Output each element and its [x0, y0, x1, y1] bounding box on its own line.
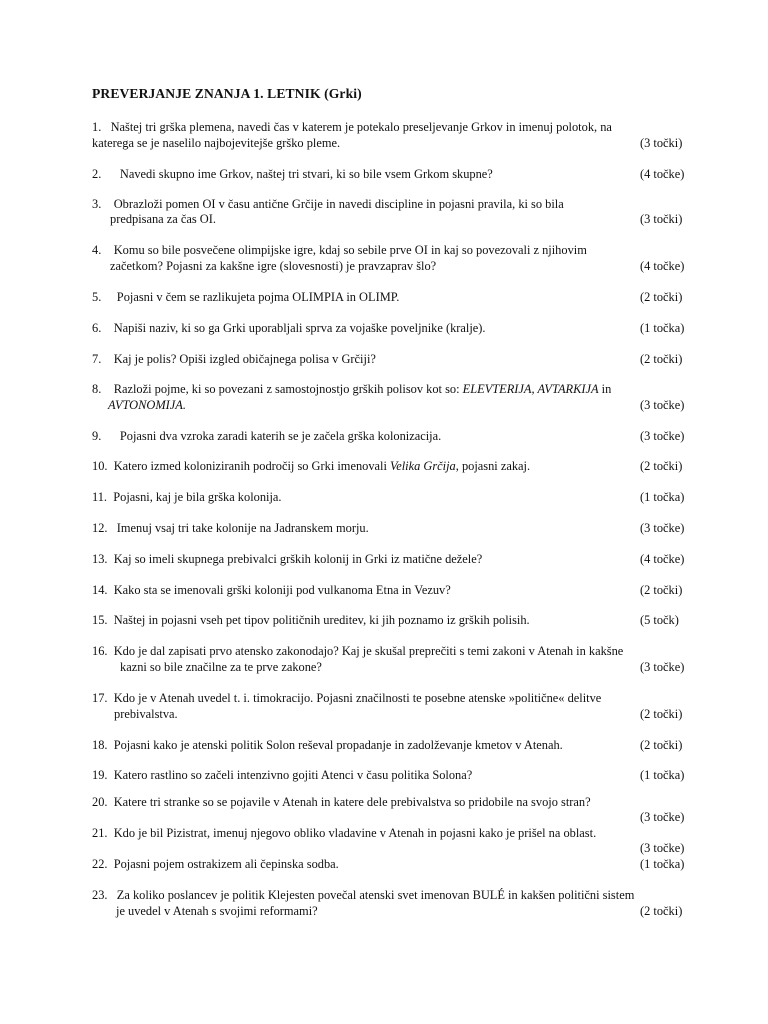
question-6-line-1 — [92, 321, 486, 335]
question-10-line-1 — [92, 459, 530, 473]
question-7-points: (2 točki) — [640, 352, 683, 366]
question-text: Komu so bile posvečene olimpijske igre, kdaj so sebile prve OI in kaj so povezovali z njihovim — [113, 243, 587, 257]
question-16-line-1 — [92, 644, 623, 658]
question-8-line-2: AVTONOMIJA. — [108, 398, 186, 412]
question-23-line-1 — [92, 888, 634, 902]
question-8-line-1 — [92, 382, 611, 396]
question-1-line-1 — [92, 120, 612, 134]
question-4-line-1 — [92, 243, 587, 257]
page-title: PREVERJANJE ZNANJA 1. LETNIK (Grki) — [92, 86, 362, 101]
question-3-points: (3 točki) — [640, 212, 683, 226]
question-11-line-1 — [92, 490, 282, 504]
question-text: Kako sta se imenovali grški koloniji pod vulkanoma Etna in Vezuv? — [113, 583, 451, 597]
question-2-points: (4 točke) — [640, 167, 685, 181]
question-text: Kaj je polis? Opiši izgled običajnega polisa v Grčiji? — [113, 352, 376, 366]
question-text: Pojasni kako je atenski politik Solon reševal propadanje in zadolževanje kmetov v Atenah. — [113, 738, 563, 752]
question-18-points: (2 točki) — [640, 738, 683, 752]
question-text: Kdo je bil Pizistrat, imenuj njegovo obliko vladavine v Atenah in pojasni kako je prišel na oblast. — [113, 826, 597, 840]
question-text: Pojasni dva vzroka zaradi katerih se je začela grška kolonizacija. — [119, 429, 442, 443]
question-text: Razloži pojme, ki so povezani z samostojnostjo grških polisov kot so: — [113, 382, 463, 396]
question-italic-term: Velika Grčija — [390, 459, 456, 473]
question-10-points: (2 točki) — [640, 459, 683, 473]
question-11-points: (1 točka) — [640, 490, 685, 504]
question-20-points: (3 točke) — [640, 810, 685, 824]
question-number: 15. — [92, 613, 108, 627]
question-8-points: (3 točke) — [640, 398, 685, 412]
question-15-line-1 — [92, 613, 530, 627]
question-3-line-2: predpisana za čas OI. — [110, 212, 216, 226]
question-4-line-2: začetkom? Pojasni za kakšne igre (slovesnosti) je pravzaprav šlo? — [110, 259, 437, 273]
question-text: Katero rastlino so začeli intenzivno gojiti Atenci v času politika Solona? — [113, 768, 473, 782]
question-number: 14. — [92, 583, 108, 597]
question-9-line-1 — [92, 429, 441, 443]
question-text: Naštej in pojasni vseh pet tipov političnih ureditev, ki jih poznamo iz grških polisih. — [113, 613, 530, 627]
question-7-line-1 — [92, 352, 376, 366]
question-text-end: , pojasni zakaj. — [455, 459, 531, 473]
question-number: 5. — [92, 290, 102, 304]
question-17-points: (2 točki) — [640, 707, 683, 721]
question-number: 2. — [92, 167, 102, 181]
question-text: Pojasni, kaj je bila grška kolonija. — [113, 490, 282, 504]
question-number: 17. — [92, 691, 108, 705]
question-number: 13. — [92, 552, 108, 566]
question-text-end: in — [598, 382, 612, 396]
question-22-line-1 — [92, 857, 339, 871]
question-number: 9. — [92, 429, 102, 443]
question-16-line-2: kazni so bile značilne za te prve zakone? — [120, 660, 322, 674]
question-text: Katero izmed koloniziranih področij so Grki imenovali — [113, 459, 391, 473]
question-19-points: (1 točka) — [640, 768, 685, 782]
question-12-points: (3 točke) — [640, 521, 685, 535]
question-text: Pojasni pojem ostrakizem ali čepinska sodba. — [113, 857, 339, 871]
question-21-line-1 — [92, 826, 596, 840]
question-text: Kaj so imeli skupnega prebivalci grških kolonij in Grki iz matične dežele? — [113, 552, 483, 566]
question-text: Obrazloži pomen OI v času antične Grčije in navedi discipline in pojasni pravila, ki so bila — [113, 197, 564, 211]
question-number: 3. — [92, 197, 102, 211]
question-9-points: (3 točke) — [640, 429, 685, 443]
question-17-line-2: prebivalstva. — [114, 707, 178, 721]
question-13-points: (4 točke) — [640, 552, 685, 566]
question-1-line-2: katerega se je naselilo najbojevitejše grško pleme. — [92, 136, 341, 150]
question-22-points: (1 točka) — [640, 857, 685, 871]
question-13-line-1 — [92, 552, 482, 566]
question-number: 12. — [92, 521, 108, 535]
question-15-points: (5 točk) — [640, 613, 679, 627]
question-text: Kdo je v Atenah uvedel t. i. timokracijo. Pojasni značilnosti te posebne atenske »politične« delitve — [113, 691, 602, 705]
question-italic-terms: ELEVTERIJA, AVTARKIJA — [462, 382, 599, 396]
question-3-line-1 — [92, 197, 564, 211]
question-16-points: (3 točke) — [640, 660, 685, 674]
question-14-line-1 — [92, 583, 451, 597]
question-number: 4. — [92, 243, 102, 257]
question-20-line-1 — [92, 795, 591, 809]
question-number: 11. — [92, 490, 108, 504]
question-number: 16. — [92, 644, 108, 658]
question-1-points: (3 točki) — [640, 136, 683, 150]
question-text: Za koliko poslancev je politik Klejesten povečal atenski svet imenovan BULÉ in kakšen politični sistem — [116, 888, 635, 902]
question-number: 7. — [92, 352, 102, 366]
question-5-points: (2 točki) — [640, 290, 683, 304]
question-number: 6. — [92, 321, 102, 335]
question-12-line-1 — [92, 521, 369, 535]
question-text: Napiši naziv, ki so ga Grki uporabljali sprva za vojaške poveljnike (kralje). — [113, 321, 486, 335]
question-text: Navedi skupno ime Grkov, naštej tri stvari, ki so bile vsem Grkom skupne? — [119, 167, 493, 181]
question-number: 21. — [92, 826, 108, 840]
question-23-points: (2 točki) — [640, 904, 683, 918]
question-18-line-1 — [92, 738, 563, 752]
question-23-line-2: je uvedel v Atenah s svojimi reformami? — [116, 904, 318, 918]
question-19-line-1 — [92, 768, 472, 782]
question-number: 1. — [92, 120, 102, 134]
question-text: Naštej tri grška plemena, navedi čas v katerem je potekalo preseljevanje Grkov in imenuj polotok, na — [110, 120, 612, 134]
question-text: Imenuj vsaj tri take kolonije na Jadranskem morju. — [116, 521, 369, 535]
question-2-line-1 — [92, 167, 493, 181]
question-text: Katere tri stranke so se pojavile v Atenah in katere dele prebivalstva so pridobile na svojo stran? — [113, 795, 591, 809]
question-5-line-1 — [92, 290, 399, 304]
question-number: 18. — [92, 738, 108, 752]
question-number: 10. — [92, 459, 108, 473]
question-number: 20. — [92, 795, 108, 809]
question-number: 23. — [92, 888, 108, 902]
question-4-points: (4 točke) — [640, 259, 685, 273]
question-text: Kdo je dal zapisati prvo atensko zakonodajo? Kaj je skušal preprečiti s temi zakoni v Atenah in kakšne — [113, 644, 624, 658]
question-number: 19. — [92, 768, 108, 782]
question-21-points: (3 točke) — [640, 841, 685, 855]
question-17-line-1 — [92, 691, 601, 705]
question-text: Pojasni v čem se razlikujeta pojma OLIMPIA in OLIMP. — [116, 290, 400, 304]
question-number: 22. — [92, 857, 108, 871]
question-6-points: (1 točka) — [640, 321, 685, 335]
question-14-points: (2 točki) — [640, 583, 683, 597]
question-number: 8. — [92, 382, 102, 396]
